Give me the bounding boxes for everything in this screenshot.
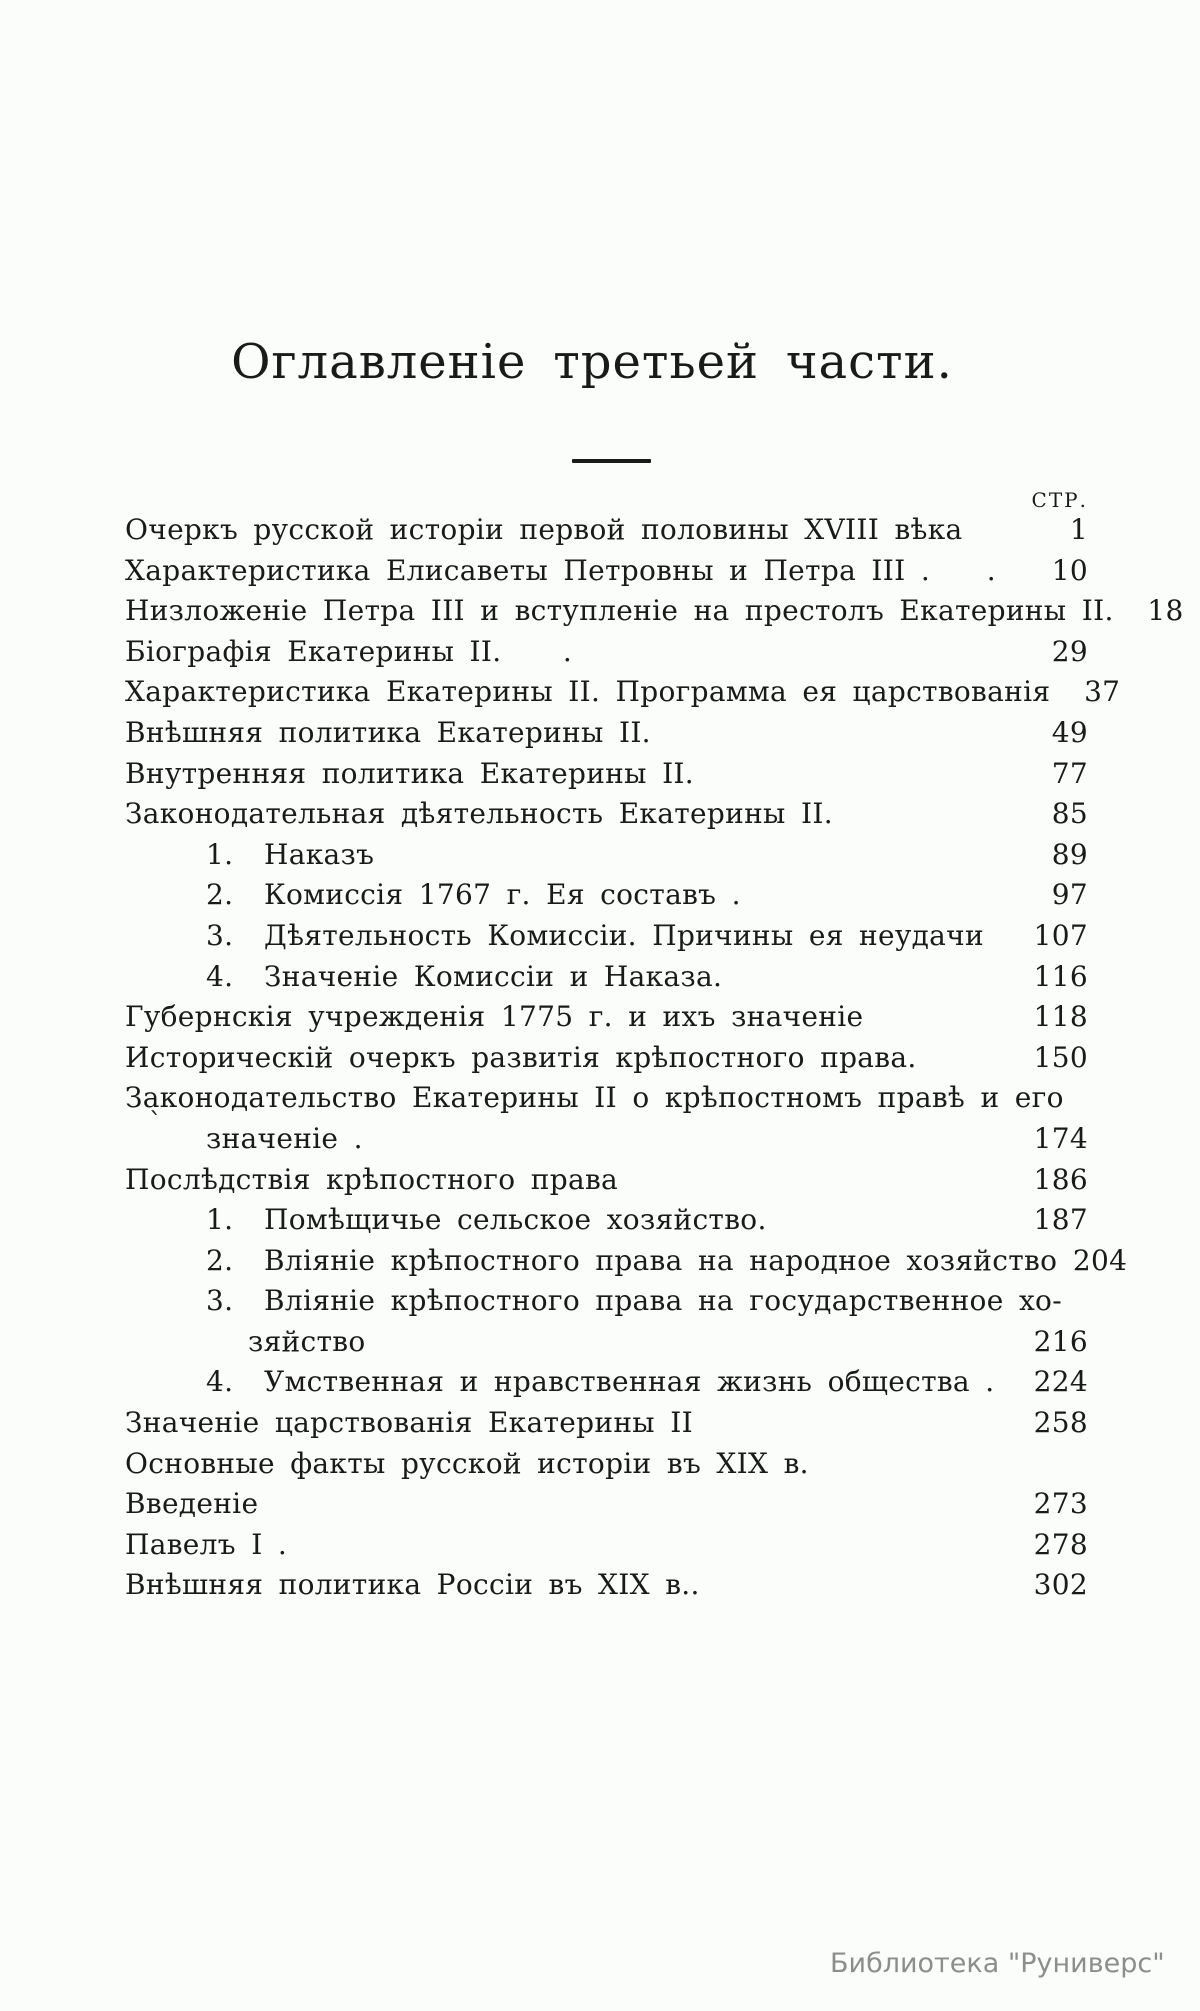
toc-row (125, 1078, 1088, 1119)
toc-page-number: 204 (1072, 1243, 1128, 1277)
toc-row (125, 1038, 1088, 1079)
toc-entry-title: Внѣшняя политика Россіи въ XIX в.. (125, 1568, 700, 1602)
toc-row (125, 997, 1088, 1038)
toc-row (125, 1119, 1088, 1160)
page-column-header: СТР. (1031, 488, 1088, 512)
toc-page-number: 107 (1033, 918, 1088, 952)
toc-entry-title: Очеркъ русской исторіи первой половины XVIII вѣка (125, 513, 963, 546)
toc-page-number: 77 (1051, 756, 1088, 790)
toc-entry-title: Губернскія учрежденія 1775 г. и ихъ значеніе (125, 1000, 864, 1034)
toc-page-number: 150 (1033, 1040, 1088, 1074)
toc-entry-title: 2. Вліяніе крѣпостного права на народное хозяйство (206, 1243, 1058, 1277)
toc-entry-title: Павелъ I . (125, 1527, 288, 1561)
toc-page-number: 49 (1051, 715, 1088, 749)
toc-page-number: 224 (1033, 1365, 1088, 1399)
toc-row (125, 794, 1088, 835)
toc-row (125, 1281, 1088, 1322)
toc-page-number: 116 (1033, 959, 1088, 993)
toc-entry-title: 3. Дѣятельность Комиссіи. Причины ея неудачи (206, 918, 984, 952)
toc-entry-title: Внѣшняя политика Екатерины II. (125, 715, 651, 749)
toc-row (125, 835, 1088, 876)
toc-row (125, 1484, 1088, 1525)
toc-entry-title: Законодательство Екатерины II о крѣпостномъ правѣ и его (125, 1081, 1064, 1115)
toc-entry-title: Низложеніе Петра III и вступленіе на престолъ Екатерины II. (125, 594, 1114, 628)
toc-row (125, 875, 1088, 916)
toc-row (125, 1322, 1088, 1363)
toc-entry-title: зяйство (248, 1324, 366, 1358)
leader-dot: . (986, 553, 996, 587)
toc-entry-title: Послѣдствія крѣпостного права (125, 1162, 619, 1196)
toc-page-number: 97 (1051, 878, 1088, 912)
toc-page-number: 174 (1033, 1121, 1088, 1155)
divider-rule (572, 459, 651, 463)
toc-row (125, 1241, 1128, 1282)
toc-entry-title: Введеніе (125, 1487, 259, 1521)
toc-entry-title: Біографія Екатерины II. . (125, 634, 573, 668)
toc-list (125, 510, 1184, 1606)
toc-page-number: 1 (1069, 513, 1088, 546)
toc-row (125, 632, 1088, 673)
toc-page-number: 10 (1051, 553, 1088, 587)
toc-row (125, 1444, 1088, 1485)
toc-entry-title: Законодательная дѣятельность Екатерины II. (125, 797, 833, 831)
toc-row (125, 551, 1088, 592)
toc-row (125, 510, 1088, 551)
stray-ink-mark: ˋ (149, 1108, 162, 1138)
toc-page-number: 37 (1084, 675, 1121, 709)
toc-page-number: 302 (1033, 1568, 1088, 1602)
toc-entry-title: Характеристика Екатерины II. Программа ея царствованія (125, 675, 1051, 709)
toc-row (125, 672, 1121, 713)
toc-entry-title: 1. Наказъ (206, 837, 375, 871)
toc-entry-title: Значеніе царствованія Екатерины II (125, 1406, 693, 1440)
toc-row (125, 713, 1088, 754)
toc-entry-title: 3. Вліяніе крѣпостного права на государственное хо- (206, 1284, 1062, 1318)
toc-page-number: 273 (1033, 1487, 1088, 1521)
toc-row (125, 591, 1184, 632)
toc-row (125, 1403, 1088, 1444)
toc-entry-title: значеніе . (206, 1121, 363, 1155)
toc-row (125, 1565, 1088, 1606)
page-title: Оглавленіе третьей части. (231, 334, 953, 390)
toc-row (125, 1362, 1088, 1403)
toc-page-number: 186 (1033, 1162, 1088, 1196)
toc-row (125, 916, 1088, 957)
toc-entry-title: Внутренняя политика Екатерины II. (125, 756, 694, 790)
library-watermark: Библиотека "Руниверс" (830, 1948, 1165, 1979)
toc-page-number: 89 (1051, 837, 1088, 871)
toc-entry-title: 1. Помѣщичье сельское хозяйство. (206, 1203, 767, 1237)
toc-page-number: 18 (1147, 594, 1184, 628)
toc-page-number: 187 (1033, 1203, 1088, 1237)
toc-page-number: 29 (1051, 634, 1088, 668)
toc-row (125, 957, 1088, 998)
toc-row (125, 1525, 1088, 1566)
toc-page-number: 258 (1033, 1406, 1088, 1440)
toc-entry-title: Основные факты русской исторіи въ XIX в. (125, 1446, 809, 1480)
toc-entry-title: 4. Значеніе Комиссіи и Наказа. (206, 959, 723, 993)
toc-entry-title: 4. Умственная и нравственная жизнь общества . (206, 1365, 995, 1399)
toc-row (125, 1200, 1088, 1241)
toc-entry-title: 2. Комиссія 1767 г. Ея составъ . (206, 878, 741, 912)
toc-row (125, 1160, 1088, 1201)
toc-entry-title: Историческій очеркъ развитія крѣпостного права. (125, 1040, 917, 1074)
toc-entry-title: Характеристика Елисаветы Петровны и Петра III . (125, 553, 931, 587)
toc-page-number: 118 (1033, 1000, 1088, 1034)
toc-page-number: 216 (1033, 1324, 1088, 1358)
toc-page-number: 278 (1033, 1527, 1088, 1561)
toc-page-number: 85 (1051, 797, 1088, 831)
toc-row (125, 754, 1088, 795)
